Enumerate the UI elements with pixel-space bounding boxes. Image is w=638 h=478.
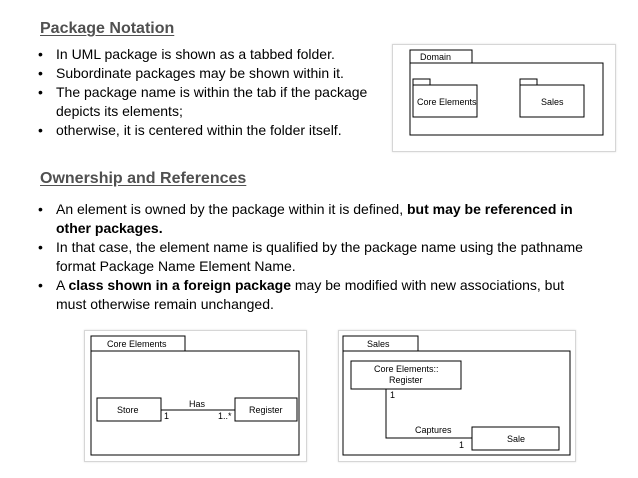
- core-elements-svg: [85, 331, 306, 461]
- list-item: • A class shown in a foreign package may be modified with new associations, but must otherwise remain unchanged.: [38, 277, 565, 312]
- sales-package-label: Sales: [541, 97, 564, 107]
- store-multiplicity: 1: [164, 411, 170, 421]
- core-elements-diagram: [84, 330, 307, 462]
- section-heading-ownership: Ownership and References: [40, 170, 247, 187]
- list-item: • The package name is within the tab if the package depicts its elements;: [38, 84, 368, 119]
- list-item: • Subordinate packages may be shown within it.: [38, 65, 344, 81]
- bullet-icon: •: [38, 277, 43, 293]
- bullet-icon: •: [38, 122, 43, 138]
- sales-diagram-tab-label: Sales: [367, 339, 390, 349]
- domain-package-diagram: [392, 44, 616, 152]
- register-multiplicity: 1..*: [218, 411, 232, 421]
- bullet-icon: •: [38, 46, 43, 62]
- list-item: • otherwise, it is centered within the folder itself.: [38, 122, 342, 138]
- bullet-icon: •: [38, 84, 43, 100]
- bullet-icon: •: [38, 201, 43, 217]
- core-package-tab: [413, 79, 430, 85]
- bullet-icon: •: [38, 239, 43, 255]
- core-package-label: Core Elements: [417, 97, 477, 107]
- section-heading-package-notation: Package Notation: [40, 20, 175, 37]
- core-diagram-tab-label: Core Elements: [107, 339, 167, 349]
- captures-association-label: Captures: [415, 425, 452, 435]
- list-item: • In UML package is shown as a tabbed folder.: [38, 46, 335, 62]
- sales-svg: [339, 331, 575, 461]
- has-association-label: Has: [189, 399, 206, 409]
- list-item: • An element is owned by the package within it is defined, but may be referenced in other packages.: [38, 201, 573, 236]
- register-ref-multiplicity: 1: [390, 390, 396, 400]
- domain-package-svg: [393, 45, 615, 151]
- sales-package-tab: [520, 79, 537, 85]
- sale-multiplicity: 1: [459, 440, 465, 450]
- register-ref-class-line1: Core Elements::: [374, 364, 439, 374]
- package-notation-list: [38, 45, 388, 140]
- sales-diagram: [338, 330, 576, 462]
- register-class-label: Register: [249, 405, 283, 415]
- sale-class-label: Sale: [507, 434, 526, 444]
- ownership-list: [38, 200, 598, 314]
- store-class-label: Store: [117, 405, 139, 415]
- bullet-icon: •: [38, 65, 43, 81]
- register-ref-class-line2: Register: [389, 375, 423, 385]
- domain-tab-label: Domain: [420, 52, 452, 62]
- list-item: • In that case, the element name is qualified by the package name using the pathname format Package Name Element Name.: [38, 239, 583, 274]
